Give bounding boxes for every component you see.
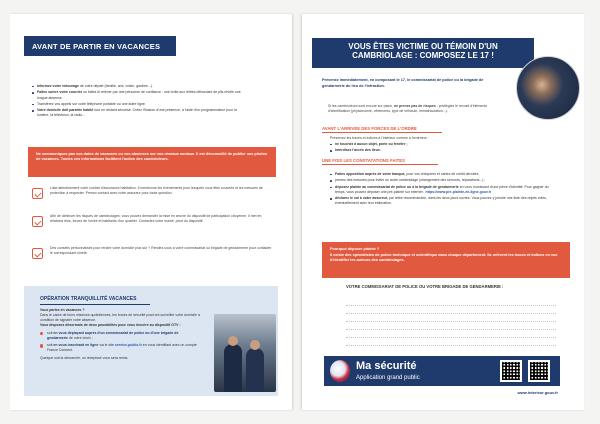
tip-item: Transférez vos appels sur votre téléphone portable ou une autre ligne.	[32, 102, 247, 107]
qr-code-icon[interactable]	[500, 360, 522, 382]
otv-intro: Dans le cadre de leurs missions quotidiennes, les forces de sécurité pourront surveiller votre domicile à condition de signaler votre absence.	[40, 313, 200, 323]
qr-code-icon[interactable]	[528, 360, 550, 382]
why-file-complaint-box	[322, 242, 570, 278]
insurance-text: Liste attentivement votre contrat d'assurance habitation. Il mentionne les événements pour lesquels vous êtes couverts et les mesures de protection à respecter. Prenez contact avec votre assureur pour toute question.	[50, 186, 263, 196]
list-item: Faites opposition auprès de votre banque, pour vos chéquiers et cartes de crédit dérobés,	[330, 172, 556, 177]
marianne-logo-icon	[330, 360, 350, 382]
list-item: prenez des mesures pour éviter un autre cambriolage (changement des serrures, réparations...) ;	[330, 178, 556, 183]
check-icon	[32, 248, 43, 259]
after-findings-list	[330, 172, 556, 208]
website-link[interactable]: www.interieur.gouv.fr	[517, 390, 558, 395]
why-file-complaint-title: Pourquoi déposer plainte ?	[330, 247, 380, 251]
left-page	[10, 14, 292, 410]
app-subtitle: Application grand public	[356, 375, 420, 381]
otv-options	[40, 331, 200, 353]
section-after-findings: UNE FOIS LES CONSTATATIONS FAITES	[322, 158, 405, 163]
right-page	[302, 14, 584, 410]
otv-body	[40, 308, 200, 361]
otv-option-office: soit en vous déplaçant auprès d'un commissariat de police ou d'une brigade de gendarmerie de votre choix ;	[40, 331, 200, 341]
otv-footer: Quelque soit la démarche, un récépissé vous sera remis.	[40, 355, 129, 360]
check-icon	[32, 188, 43, 199]
citizen-participation-row	[30, 214, 276, 236]
otv-question: Vous partez en vacances ?	[40, 308, 85, 312]
list-item: déclarez le vol à votre assureur, par lettre recommandée, dans les deux jours ouvrés. Vous pouvez y joindre une liste des objets volés, éventuellement avec leur estimation.	[330, 196, 556, 206]
otv-lead: Vous disposez désormais de deux possibilités pour vous inscrire au dispositif OTV :	[40, 323, 181, 328]
police-officers-photo	[214, 314, 276, 392]
app-title: Ma sécurité	[356, 360, 417, 372]
list-item: déposez plainte au commissariat de police ou à la brigade de gendarmerie en vous munissant d'une pièce d'identité. Pour gagner du temps, vous pouvez déposer une pré-plainte sur internet : https://www.pre-plainte-en-ligne.gouv.fr	[330, 185, 556, 195]
tip-item: Faites suivre votre courrier ou faites le relever par une personne de confiance : une boîte aux lettres débordant de plis révèle une longue absence.	[32, 90, 247, 100]
station-address-lines	[346, 298, 556, 346]
list-item: interdisez l'accès des lieux.	[330, 148, 556, 153]
service-public-link[interactable]: service-public.fr	[114, 343, 142, 348]
why-file-complaint-text: Il existe des spécialistes de police technique et scientifique dans chaque département. Ils relèvent les traces et indices en vue d'identifier les auteurs des cambriolages.	[330, 252, 558, 262]
tip-item: Votre domicile doit paraître habité tout en restant sécurisé. Créez l'illusion d'une présence, à l'aide d'un programmateur pour la lumière, la télévision, la radio...	[32, 108, 247, 118]
station-address-label: VOTRE COMMISSARIAT DE POLICE OU VOTRE BRIGADE DE GENDARMERIE :	[346, 284, 504, 289]
check-icon	[32, 216, 43, 227]
tip-item: Informez votre entourage de votre départ (famille, ami, voisin, gardien...).	[32, 84, 247, 89]
right-banner-title: VOUS ÊTES VICTIME OU TÉMOIN D'UN CAMBRIOLAGE : COMPOSEZ LE 17 !	[312, 38, 534, 68]
before-police-list	[330, 142, 556, 155]
safety-note: Si les cambrioleurs sont encore sur place, ne prenez pas de risques ; privilégiez le recueil d'éléments d'identification (physionomie, vêtements, type de véhicule, immatriculation...).	[328, 104, 488, 114]
citizen-participation-text: Afin de diminuer les risques de cambriolages, vous pouvez demander la mise en œuvre du dispositif de participation citoyenne. Il met en relations élus, forces de l'ordre et habitants d'un quartier. Contactez votre mairie, pivot du dispositif.	[50, 214, 262, 224]
list-item: ne touchez à aucun objet, porte ou fenêtre ;	[330, 142, 556, 147]
section-before-lead: Préservez les traces et indices à l'intérieur comme à l'extérieur :	[330, 136, 429, 140]
social-media-warning: Ne communiquez pas vos dates de vacances ou vos absences sur vos réseaux sociaux. Il est déconseillé de publier vos photos de vacances. Toutes ces informations facilitent l'action des cambrioleurs.	[28, 147, 276, 177]
pre-plainte-link[interactable]: https://www.pre-plainte-en-ligne.gouv.fr	[425, 189, 492, 194]
security-advice-text: Des conseils personnalisés pour rendre votre domicile plus sûr ? Rendez-vous à votre commissariat ou brigade de gendarmerie pour contacter le correspondant sûreté.	[50, 246, 272, 256]
otv-title-underline	[40, 304, 150, 305]
section-before-police: AVANT L'ARRIVÉE DES FORCES DE L'ORDRE	[322, 126, 417, 131]
security-advice-row	[30, 246, 276, 268]
otv-title: OPÉRATION TRANQUILLITÉ VACANCES	[40, 296, 137, 302]
otv-option-online: soit en vous inscrivant en ligne via le site service-public.fr en vous identifiant avec un compte France Connect.	[40, 343, 200, 353]
insurance-row	[30, 186, 276, 208]
vacation-tips-list	[32, 84, 247, 120]
otv-panel	[24, 286, 278, 396]
ma-securite-app-banner[interactable]	[324, 356, 560, 386]
left-banner-title: AVANT DE PARTIR EN VACANCES	[24, 36, 176, 56]
gendarme-photo	[516, 56, 580, 120]
call-17-intro: Prévenez immédiatement, en composant le 17, le commissariat de police ou la brigade de gendarmerie du lieu de l'infraction.	[322, 78, 484, 88]
